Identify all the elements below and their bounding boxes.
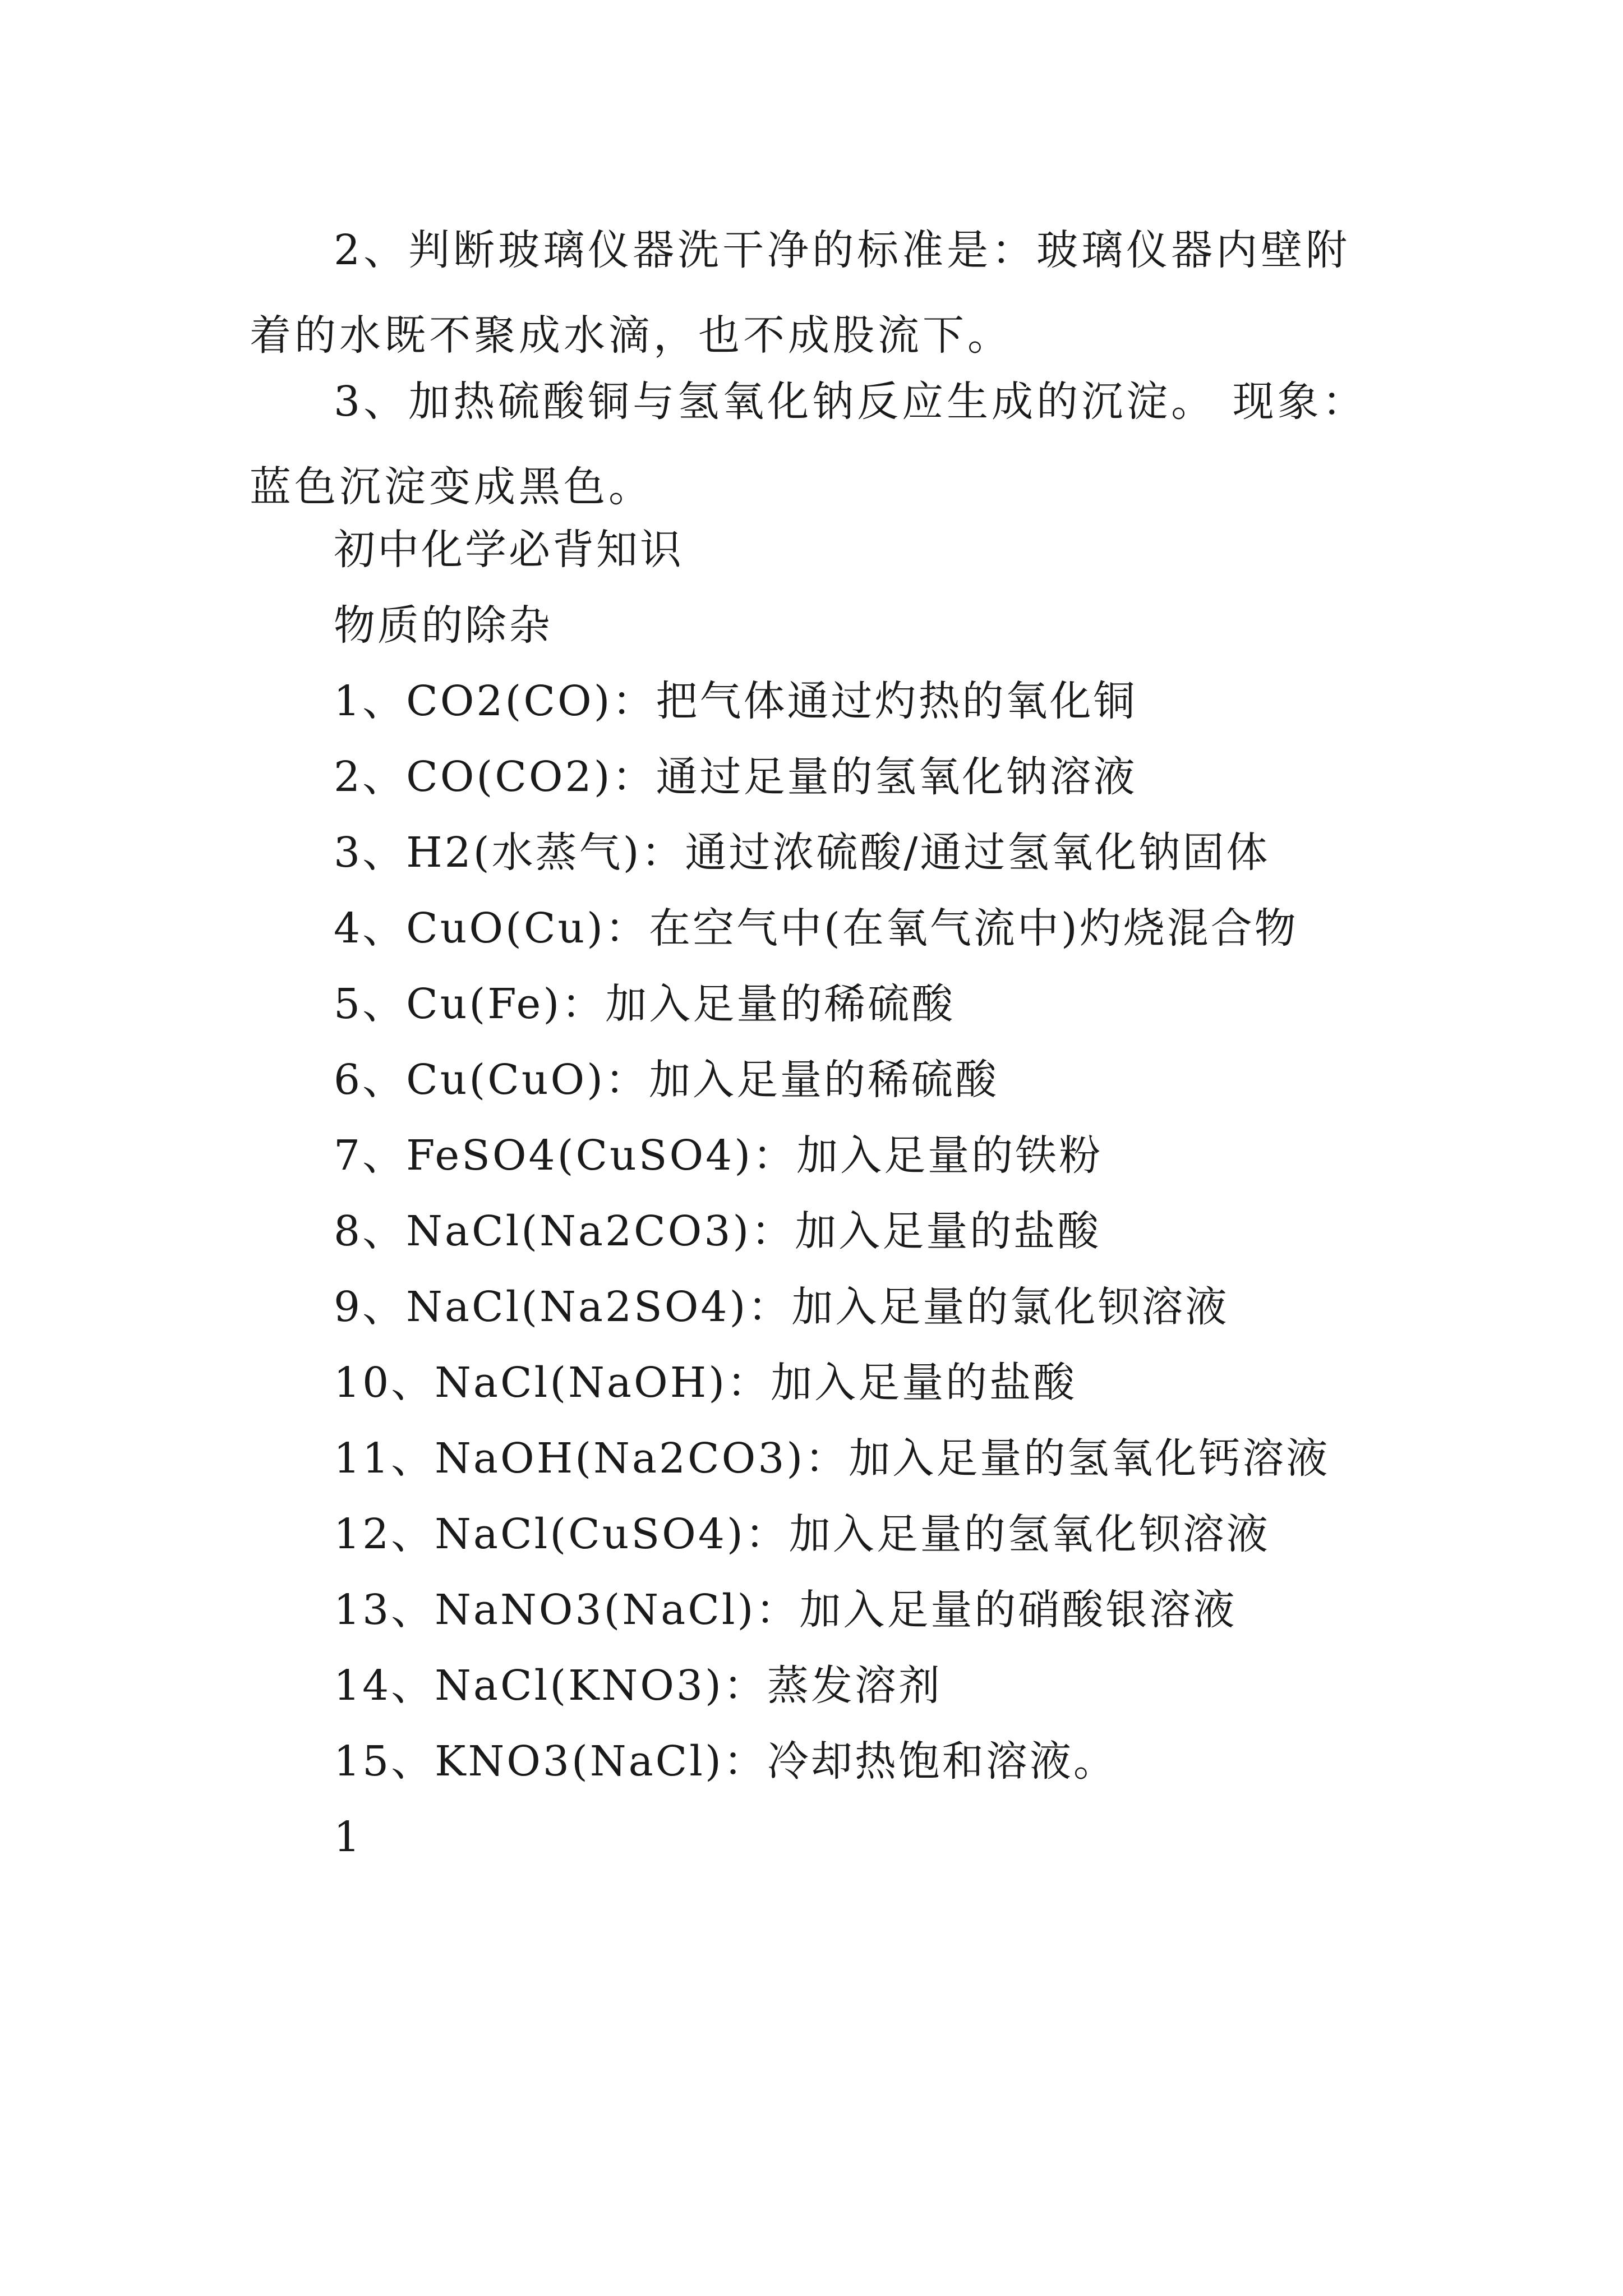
list-item: 6、Cu(CuO)：加入足量的稀硫酸 — [334, 1056, 999, 1104]
list-item: 2、CO(CO2)：通过足量的氢氧化钠溶液 — [334, 753, 1137, 801]
paragraph-glassware-clean: 2、判断玻璃仪器洗干净的标准是：玻璃仪器内壁附着的水既不聚成水滴，也不成股流下。 — [250, 226, 1351, 360]
list-item: 10、NaCl(NaOH)：加入足量的盐酸 — [334, 1359, 1077, 1407]
list-item: 12、NaCl(CuSO4)：加入足量的氢氧化钡溶液 — [334, 1510, 1270, 1558]
list-item: 13、NaNO3(NaCl)：加入足量的硝酸银溶液 — [334, 1586, 1237, 1634]
list-item: 3、H2(水蒸气)：通过浓硫酸/通过氢氧化钠固体 — [334, 829, 1270, 877]
paragraph-copper-sulfate-heating: 3、加热硫酸铜与氢氧化钠反应生成的沉淀。 现象：蓝色沉淀变成黑色。 — [250, 378, 1367, 511]
subsection-title: 物质的除杂 — [334, 601, 552, 650]
list-item: 9、NaCl(Na2SO4)：加入足量的氯化钡溶液 — [334, 1283, 1229, 1331]
list-item: 15、KNO3(NaCl)：冷却热饱和溶液。 — [334, 1737, 1117, 1786]
section-title: 初中化学必背知识 — [334, 526, 684, 574]
list-item: 8、NaCl(Na2CO3)：加入足量的盐酸 — [334, 1207, 1101, 1255]
list-item: 4、CuO(Cu)：在空气中(在氧气流中)灼烧混合物 — [334, 904, 1298, 953]
list-item: 1、CO2(CO)：把气体通过灼热的氧化铜 — [334, 677, 1137, 725]
list-item: 11、NaOH(Na2CO3)：加入足量的氢氧化钙溶液 — [334, 1434, 1330, 1483]
list-item: 7、FeSO4(CuSO4)：加入足量的铁粉 — [334, 1131, 1103, 1180]
list-item: 5、Cu(Fe)：加入足量的稀硫酸 — [334, 980, 956, 1028]
list-item: 14、NaCl(KNO3)：蒸发溶剂 — [334, 1662, 942, 1710]
page-number: 1 — [334, 1813, 363, 1861]
